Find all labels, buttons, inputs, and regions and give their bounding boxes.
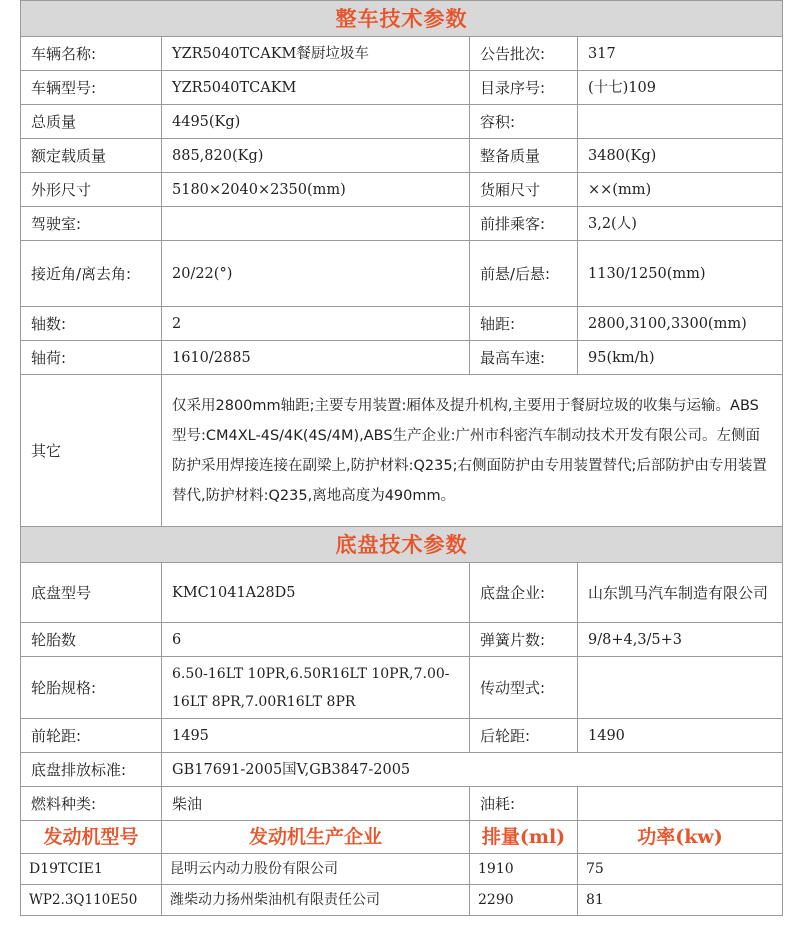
spec-value: 3480(Kg) bbox=[578, 139, 783, 173]
spec-label: 轮胎规格: bbox=[21, 657, 162, 719]
spec-value: (十七)109 bbox=[578, 71, 783, 105]
consumption-value bbox=[578, 787, 783, 821]
engine-displacement: 2290 bbox=[470, 885, 578, 916]
engine-power: 75 bbox=[578, 854, 783, 885]
spec-value: YZR5040TCAKM餐厨垃圾车 bbox=[162, 37, 470, 71]
spec-label: 底盘企业: bbox=[470, 563, 578, 623]
spec-label: 车辆型号: bbox=[21, 71, 162, 105]
fuel-label: 燃料种类: bbox=[21, 787, 162, 821]
spec-label: 前悬/后悬: bbox=[470, 241, 578, 307]
spec-label: 前轮距: bbox=[21, 719, 162, 753]
spec-row bbox=[21, 105, 783, 139]
spec-label: 传动型式: bbox=[470, 657, 578, 719]
spec-label: 货厢尺寸 bbox=[470, 173, 578, 207]
other-text: 仅采用2800mm轴距;主要专用装置:厢体及提升机构,主要用于餐厨垃圾的收集与运输。ABS型号:CM4XL-4S/4K(4S/4M),ABS生产企业:广州市科密汽车制动技术开发有限公司。左侧面防护采用焊接连接在副梁上,防护材料:Q235;右侧面防护由专用装置替代;后部防护由专用装置替代,防护材料:Q235,离地高度为490mm。 bbox=[162, 375, 783, 527]
spec-sheet bbox=[20, 0, 782, 916]
spec-value: 20/22(°) bbox=[162, 241, 470, 307]
engine-row bbox=[21, 885, 783, 916]
spec-label: 车辆名称: bbox=[21, 37, 162, 71]
spec-label: 驾驶室: bbox=[21, 207, 162, 241]
spec-label: 目录序号: bbox=[470, 71, 578, 105]
spec-row bbox=[21, 71, 783, 105]
emission-row bbox=[21, 753, 783, 787]
spec-value: 3,2(人) bbox=[578, 207, 783, 241]
spec-value bbox=[162, 207, 470, 241]
engine-row bbox=[21, 854, 783, 885]
spec-value: 6 bbox=[162, 623, 470, 657]
spec-row bbox=[21, 657, 783, 719]
spec-row bbox=[21, 37, 783, 71]
engine-maker: 昆明云内动力股份有限公司 bbox=[162, 854, 470, 885]
spec-value: 2800,3100,3300(mm) bbox=[578, 307, 783, 341]
spec-value: 6.50-16LT 10PR,6.50R16LT 10PR,7.00-16LT 8PR,7.00R16LT 8PR bbox=[162, 657, 470, 719]
other-label: 其它 bbox=[21, 375, 162, 527]
spec-label: 轴数: bbox=[21, 307, 162, 341]
spec-value bbox=[578, 657, 783, 719]
spec-value: 1495 bbox=[162, 719, 470, 753]
spec-label: 轮胎数 bbox=[21, 623, 162, 657]
spec-label: 底盘型号 bbox=[21, 563, 162, 623]
engine-displacement-header: 排量(ml) bbox=[470, 821, 578, 854]
spec-row bbox=[21, 139, 783, 173]
engine-displacement: 1910 bbox=[470, 854, 578, 885]
engine-header-row bbox=[21, 821, 783, 854]
spec-value: 山东凯马汽车制造有限公司 bbox=[578, 563, 783, 623]
emission-value: GB17691-2005国V,GB3847-2005 bbox=[162, 753, 783, 787]
spec-value: KMC1041A28D5 bbox=[162, 563, 470, 623]
fuel-value: 柴油 bbox=[162, 787, 470, 821]
spec-row bbox=[21, 207, 783, 241]
spec-value: 1130/1250(mm) bbox=[578, 241, 783, 307]
engine-power-header: 功率(kw) bbox=[578, 821, 783, 854]
engine-model: D19TCIE1 bbox=[21, 854, 162, 885]
engine-maker: 潍柴动力扬州柴油机有限责任公司 bbox=[162, 885, 470, 916]
spec-label: 后轮距: bbox=[470, 719, 578, 753]
engine-model: WP2.3Q110E50 bbox=[21, 885, 162, 916]
engine-power: 81 bbox=[578, 885, 783, 916]
spec-value: 885,820(Kg) bbox=[162, 139, 470, 173]
chassis-section-title: 底盘技术参数 bbox=[21, 527, 783, 563]
spec-label: 弹簧片数: bbox=[470, 623, 578, 657]
spec-row bbox=[21, 307, 783, 341]
spec-value: 9/8+4,3/5+3 bbox=[578, 623, 783, 657]
spec-value: 1610/2885 bbox=[162, 341, 470, 375]
spec-value: ××(mm) bbox=[578, 173, 783, 207]
emission-label: 底盘排放标准: bbox=[21, 753, 162, 787]
spec-row bbox=[21, 241, 783, 307]
spec-row bbox=[21, 341, 783, 375]
spec-value bbox=[578, 105, 783, 139]
spec-label: 容积: bbox=[470, 105, 578, 139]
spec-table bbox=[20, 0, 783, 916]
spec-label: 额定载质量 bbox=[21, 139, 162, 173]
spec-value: 95(km/h) bbox=[578, 341, 783, 375]
spec-label: 接近角/离去角: bbox=[21, 241, 162, 307]
engine-maker-header: 发动机生产企业 bbox=[162, 821, 470, 854]
spec-row bbox=[21, 173, 783, 207]
spec-label: 公告批次: bbox=[470, 37, 578, 71]
consumption-label: 油耗: bbox=[470, 787, 578, 821]
spec-label: 外形尺寸 bbox=[21, 173, 162, 207]
engine-model-header: 发动机型号 bbox=[21, 821, 162, 854]
fuel-row bbox=[21, 787, 783, 821]
spec-label: 最高车速: bbox=[470, 341, 578, 375]
spec-label: 轴距: bbox=[470, 307, 578, 341]
spec-value: 2 bbox=[162, 307, 470, 341]
vehicle-section-title: 整车技术参数 bbox=[21, 1, 783, 37]
spec-label: 整备质量 bbox=[470, 139, 578, 173]
spec-row bbox=[21, 563, 783, 623]
spec-value: 4495(Kg) bbox=[162, 105, 470, 139]
spec-value: YZR5040TCAKM bbox=[162, 71, 470, 105]
spec-value: 5180×2040×2350(mm) bbox=[162, 173, 470, 207]
spec-label: 前排乘客: bbox=[470, 207, 578, 241]
other-row bbox=[21, 375, 783, 527]
spec-label: 总质量 bbox=[21, 105, 162, 139]
spec-value: 1490 bbox=[578, 719, 783, 753]
spec-row bbox=[21, 623, 783, 657]
spec-value: 317 bbox=[578, 37, 783, 71]
spec-label: 轴荷: bbox=[21, 341, 162, 375]
spec-row bbox=[21, 719, 783, 753]
